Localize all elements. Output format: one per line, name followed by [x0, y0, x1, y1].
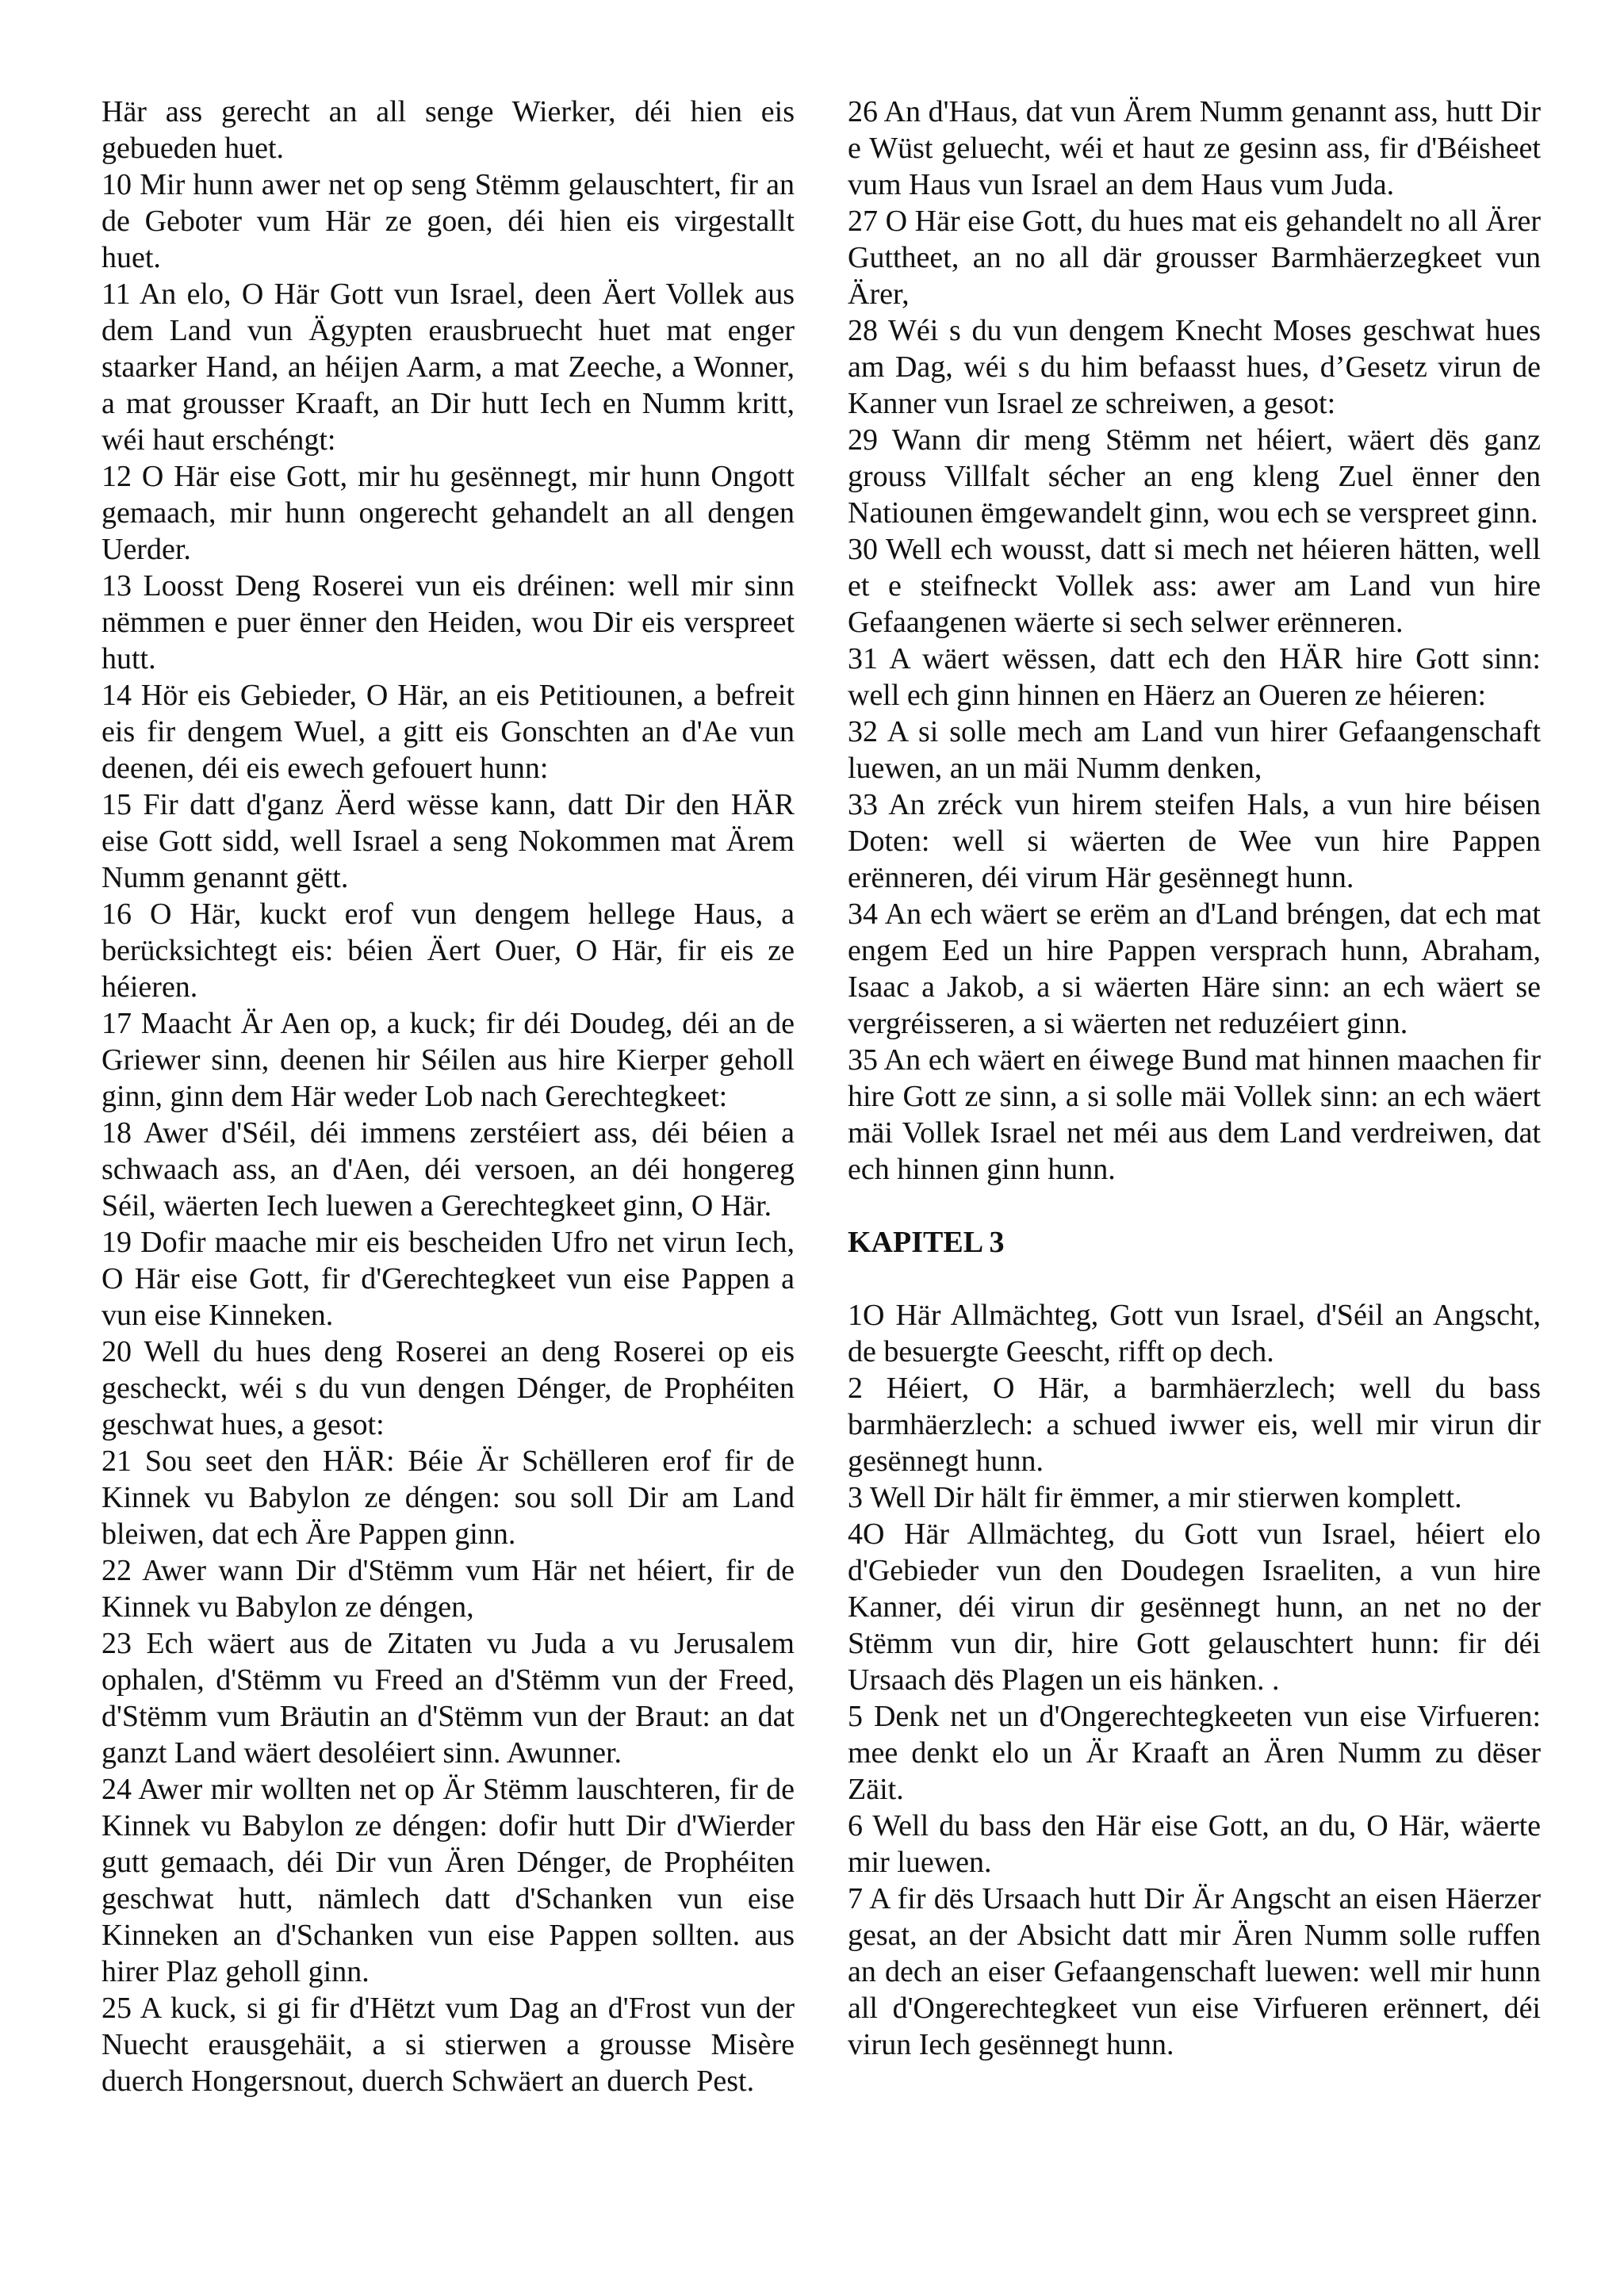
verse-paragraph: 6 Well du bass den Här eise Gott, an du, O Här, wäerte mir luewen. — [848, 1809, 1541, 1879]
verse-paragraph: 18 Awer d'Séil, déi immens zerstéiert ass, déi béien a schwaach ass, an d'Aen, déi versoen, an déi hongereg Séil, wäerten Iech luewen a Gerechtegkeet ginn, O Här. — [102, 1116, 795, 1223]
verse-paragraph: 25 A kuck, si gi fir d'Hëtzt vum Dag an d'Frost vun der Nuecht erausgehäit, a si stierwen a grousse Misère duerch Hongersnout, duerch Schwäert an duerch Pest. — [102, 1992, 795, 2098]
verse-paragraph: 17 Maacht Är Aen op, a kuck; fir déi Doudeg, déi an de Griewer sinn, deenen hir Séilen aus hire Kierper geholl ginn, ginn dem Här weder Lob nach Gerechtegkeet: — [102, 1007, 795, 1113]
verse-paragraph: 31 A wäert wëssen, datt ech den HÄR hire Gott sinn: well ech ginn hinnen en Häerz an Oueren ze héieren: — [848, 642, 1541, 712]
verse-paragraph: 33 An zréck vun hirem steifen Hals, a vun hire béisen Doten: well si wäerten de Wee vun hire Pappen erënneren, déi virum Här gesënnegt hunn. — [848, 788, 1541, 894]
verse-paragraph: 19 Dofir maache mir eis bescheiden Ufro net virun Iech, O Här eise Gott, fir d'Gerechtegkeet vun eise Pappen a vun eise Kinneken. — [102, 1226, 795, 1332]
verse-paragraph: Här ass gerecht an all senge Wierker, déi hien eis gebueden huet. — [102, 95, 795, 165]
verse-paragraph: 15 Fir datt d'ganz Äerd wësse kann, datt Dir den HÄR eise Gott sidd, well Israel a seng Nokommen mat Ärem Numm genannt gëtt. — [102, 788, 795, 894]
left-column — [102, 94, 795, 2234]
verse-paragraph: 5 Denk net un d'Ongerechtegkeeten vun eise Virfueren: mee denkt elo un Är Kraaft an Ären Numm zu dëser Zäit. — [848, 1700, 1541, 1806]
right-column — [848, 94, 1541, 2234]
chapter-heading: KAPITEL 3 — [848, 1226, 1005, 1259]
verse-paragraph: 22 Awer wann Dir d'Stëmm vum Här net héiert, fir de Kinnek vu Babylon ze déngen, — [102, 1554, 795, 1624]
verse-paragraph: 1O Här Allmächteg, Gott vun Israel, d'Séil an Angscht, de besuergte Geescht, rifft op dech. — [848, 1299, 1541, 1368]
verse-paragraph: 32 A si solle mech am Land vun hirer Gefaangenschaft luewen, an un mäi Numm denken, — [848, 715, 1541, 785]
verse-paragraph: 26 An d'Haus, dat vun Ärem Numm genannt ass, hutt Dir e Wüst geluecht, wéi et haut ze gesinn ass, fir d'Béisheet vum Haus vun Israel an dem Haus vum Juda. — [848, 95, 1541, 201]
verse-paragraph: 35 An ech wäert en éiwege Bund mat hinnen maachen fir hire Gott ze sinn, a si solle mäi Vollek sinn: an ech wäert mäi Vollek Israel net méi aus dem Land verdreiwen, dat ech hinnen ginn hunn. — [848, 1043, 1541, 1186]
verse-paragraph: 34 An ech wäert se erëm an d'Land bréngen, dat ech mat engem Eed un hire Pappen versprach hunn, Abraham, Isaac a Jakob, a si wäerten Häre sinn: an ech wäert se vergréisseren, a si wäerten net reduzéiert ginn. — [848, 897, 1541, 1040]
verse-paragraph: 29 Wann dir meng Stëmm net héiert, wäert dës ganz grouss Villfalt sécher an eng kleng Zuel ënner den Natiounen ëmgewandelt ginn, wou ech se verspreet ginn. — [848, 423, 1541, 530]
verse-paragraph: 12 O Här eise Gott, mir hu gesënnegt, mir hunn Ongott gemaach, mir hunn ongerecht gehandelt an all dengen Uerder. — [102, 460, 795, 566]
verse-paragraph: 14 Hör eis Gebieder, O Här, an eis Petitiounen, a befreit eis fir dengem Wuel, a gitt eis Gonschten an d'Ae vun deenen, déi eis ewech gefouert hunn: — [102, 679, 795, 785]
verse-paragraph: 4O Här Allmächteg, du Gott vun Israel, héiert elo d'Gebieder vun den Doudegen Israeliten, a vun hire Kanner, déi virun dir gesënnegt hunn, an net no der Stëmm vun dir, hire Gott gelauschtert hunn: fir déi Ursaach dës Plagen un eis hänken. . — [848, 1517, 1541, 1697]
verse-paragraph: 21 Sou seet den HÄR: Béie Är Schëlleren erof fir de Kinnek vu Babylon ze déngen: sou soll Dir am Land bleiwen, dat ech Äre Pappen ginn. — [102, 1445, 795, 1551]
verse-paragraph: 3 Well Dir hält fir ëmmer, a mir stierwen komplett. — [848, 1481, 1462, 1514]
verse-paragraph: 23 Ech wäert aus de Zitaten vu Juda a vu Jerusalem ophalen, d'Stëmm vu Freed an d'Stëmm vun der Freed, d'Stëmm vum Bräutin an d'Stëmm vun der Braut: an dat ganzt Land wäert desoléiert sinn. Awunner. — [102, 1627, 795, 1770]
verse-paragraph: 2 Héiert, O Här, a barmhäerzlech; well du bass barmhäerzlech: a schued iwwer eis, well mir virun dir gesënnegt hunn. — [848, 1372, 1541, 1478]
verse-paragraph: 11 An elo, O Här Gott vun Israel, deen Äert Vollek aus dem Land vun Ägypten erausbruecht huet mat enger staarker Hand, an héijen Aarm, a mat Zeeche, a Wonner, a mat grousser Kraaft, an Dir hutt Iech en Numm kritt, wéi haut erschéngt: — [102, 277, 795, 457]
document-page — [102, 94, 1541, 2234]
verse-paragraph: 28 Wéi s du vun dengem Knecht Moses geschwat hues am Dag, wéi s du him befaasst hues, d’Gesetz virun de Kanner vun Israel ze schreiwen, a gesot: — [848, 314, 1541, 420]
verse-paragraph: 30 Well ech wousst, datt si mech net héieren hätten, well et e steifneckt Vollek ass: awer am Land vun hire Gefaangenen wäerte si sech selwer erënneren. — [848, 533, 1541, 639]
verse-paragraph: 10 Mir hunn awer net op seng Stëmm gelauschtert, fir an de Geboter vum Här ze goen, déi hien eis virgestallt huet. — [102, 168, 795, 274]
verse-paragraph: 20 Well du hues deng Roserei an deng Roserei op eis gescheckt, wéi s du vun dengen Dénger, de Prophéiten geschwat hues, a gesot: — [102, 1335, 795, 1441]
verse-paragraph: 24 Awer mir wollten net op Är Stëmm lauschteren, fir de Kinnek vu Babylon ze déngen: dofir hutt Dir d'Wierder gutt gemaach, déi Dir vun Ären Dénger, de Prophéiten geschwat hutt, nämlech datt d'Schanken vun eise Kinneken an d'Schanken vun eise Pappen sollten. aus hirer Plaz geholl ginn. — [102, 1773, 795, 1988]
verse-paragraph: 16 O Här, kuckt erof vun dengem hellege Haus, a berücksichtegt eis: béien Äert Ouer, O Här, fir eis ze héieren. — [102, 897, 795, 1004]
verse-paragraph: 27 O Här eise Gott, du hues mat eis gehandelt no all Ärer Guttheet, an no all där grousser Barmhäerzegkeet vun Ärer, — [848, 205, 1541, 311]
verse-paragraph: 7 A fir dës Ursaach hutt Dir Är Angscht an eisen Häerzer gesat, an der Absicht datt mir Ären Numm solle ruffen an dech an eiser Gefaangenschaft luewen: well mir hunn all d'Ongerechtegkeet vun eise Virfueren erënnert, déi virun Iech gesënnegt hunn. — [848, 1882, 1541, 2061]
verse-paragraph: 13 Loosst Deng Roserei vun eis dréinen: well mir sinn nëmmen e puer ënner den Heiden, wou Dir eis verspreet hutt. — [102, 569, 795, 675]
